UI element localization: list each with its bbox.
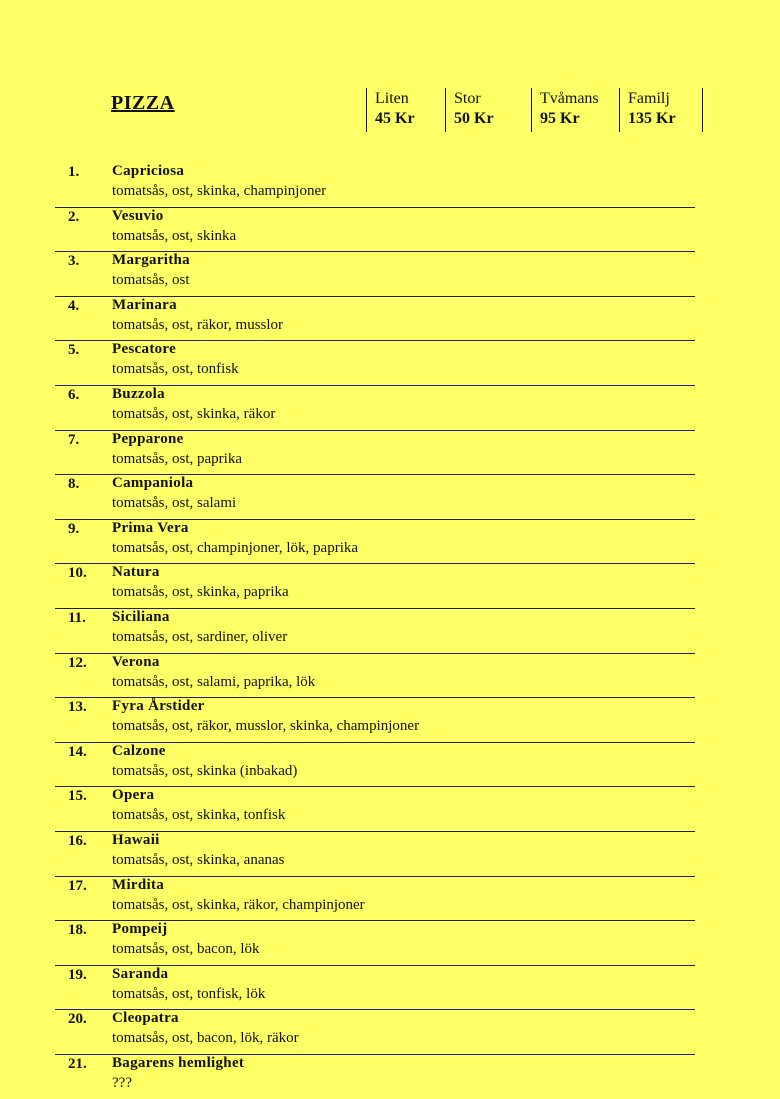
list-item <box>55 1055 695 1099</box>
pizza-name: Natura <box>112 564 160 581</box>
page-title: PIZZA <box>111 92 175 114</box>
item-number: 19. <box>68 966 87 983</box>
price-column-liten <box>366 88 445 132</box>
price-column-tvamans <box>531 88 619 132</box>
item-number: 7. <box>68 431 80 448</box>
pizza-name: Siciliana <box>112 608 170 625</box>
item-number: 20. <box>68 1011 87 1028</box>
size-price: 95 Kr <box>540 110 580 127</box>
pizza-name: Buzzola <box>112 385 165 402</box>
pizza-ingredients: tomatsås, ost, paprika <box>112 450 242 467</box>
size-label: Tvåmans <box>540 90 599 107</box>
size-price: 50 Kr <box>454 110 494 127</box>
item-number: 21. <box>68 1055 87 1072</box>
list-item <box>55 520 695 565</box>
list-item <box>55 386 695 431</box>
pizza-name: Pompeij <box>112 921 168 938</box>
pizza-ingredients: tomatsås, ost, skinka, champinjoner <box>112 183 327 199</box>
pizza-ingredients: tomatsås, ost, bacon, lök, räkor <box>112 1030 299 1047</box>
list-item <box>55 654 695 699</box>
list-item <box>55 1010 695 1055</box>
list-item <box>55 877 695 922</box>
pizza-name: Pepparone <box>112 430 184 447</box>
pizza-name: Marinara <box>112 296 177 313</box>
price-header <box>366 88 703 134</box>
list-item <box>55 609 695 654</box>
pizza-ingredients: tomatsås, ost, sardiner, oliver <box>112 628 288 645</box>
list-item <box>55 787 695 832</box>
pizza-name: Capriciosa <box>112 163 185 179</box>
size-price: 45 Kr <box>375 110 415 127</box>
list-item <box>55 832 695 877</box>
list-item <box>55 966 695 1011</box>
size-price: 135 Kr <box>628 110 676 127</box>
pizza-name: Opera <box>112 787 155 804</box>
pizza-name: Margaritha <box>112 252 190 269</box>
item-number: 3. <box>68 253 80 270</box>
item-number: 16. <box>68 832 87 849</box>
pizza-ingredients: tomatsås, ost, skinka (inbakad) <box>112 762 298 779</box>
pizza-name: Bagarens hemlighet <box>112 1054 245 1071</box>
list-item <box>55 698 695 743</box>
item-number: 10. <box>68 565 87 582</box>
item-number: 1. <box>68 164 80 180</box>
pizza-name: Prima Vera <box>112 519 189 536</box>
size-label: Liten <box>375 90 409 107</box>
item-number: 5. <box>68 342 80 359</box>
list-item <box>55 475 695 520</box>
pizza-ingredients: tomatsås, ost, skinka, paprika <box>112 584 289 601</box>
pizza-list <box>55 163 695 1099</box>
item-number: 4. <box>68 297 80 314</box>
item-number: 11. <box>68 609 86 626</box>
item-number: 15. <box>68 788 87 805</box>
pizza-name: Calzone <box>112 742 166 759</box>
price-column-familj <box>619 88 703 132</box>
pizza-ingredients: tomatsås, ost <box>112 272 190 289</box>
item-number: 13. <box>68 699 87 716</box>
item-number: 6. <box>68 386 80 403</box>
pizza-ingredients: tomatsås, ost, bacon, lök <box>112 941 260 958</box>
pizza-ingredients: ??? <box>112 1074 132 1091</box>
list-item <box>55 208 695 253</box>
list-item <box>55 252 695 297</box>
list-item <box>55 921 695 966</box>
pizza-name: Pescatore <box>112 341 177 358</box>
item-number: 12. <box>68 654 87 671</box>
pizza-name: Hawaii <box>112 831 160 848</box>
item-number: 18. <box>68 922 87 939</box>
item-number: 9. <box>68 520 80 537</box>
pizza-ingredients: tomatsås, ost, räkor, musslor <box>112 316 284 333</box>
pizza-ingredients: tomatsås, ost, tonfisk <box>112 361 239 378</box>
pizza-ingredients: tomatsås, ost, skinka, tonfisk <box>112 807 286 824</box>
item-number: 14. <box>68 743 87 760</box>
pizza-ingredients: tomatsås, ost, skinka <box>112 227 237 244</box>
list-item <box>55 743 695 788</box>
pizza-ingredients: tomatsås, ost, skinka, räkor <box>112 405 276 422</box>
pizza-ingredients: tomatsås, ost, skinka, ananas <box>112 851 285 868</box>
pizza-name: Mirdita <box>112 876 165 893</box>
pizza-name: Vesuvio <box>112 207 164 224</box>
pizza-ingredients: tomatsås, ost, salami, paprika, lök <box>112 673 316 690</box>
list-item <box>55 431 695 476</box>
pizza-ingredients: tomatsås, ost, salami <box>112 495 237 512</box>
pizza-name: Saranda <box>112 965 169 982</box>
item-number: 17. <box>68 877 87 894</box>
pizza-name: Verona <box>112 653 160 670</box>
pizza-name: Fyra Årstider <box>112 698 205 715</box>
pizza-ingredients: tomatsås, ost, tonfisk, lök <box>112 985 266 1002</box>
list-item <box>55 297 695 342</box>
size-label: Stor <box>454 90 481 107</box>
item-number: 8. <box>68 476 80 493</box>
size-label: Familj <box>628 90 670 107</box>
list-item <box>55 163 695 208</box>
price-column-stor <box>445 88 531 132</box>
pizza-ingredients: tomatsås, ost, skinka, räkor, champinjoner <box>112 896 365 913</box>
pizza-name: Cleopatra <box>112 1010 179 1027</box>
pizza-ingredients: tomatsås, ost, champinjoner, lök, paprika <box>112 539 359 556</box>
list-item <box>55 564 695 609</box>
item-number: 2. <box>68 208 80 225</box>
pizza-ingredients: tomatsås, ost, räkor, musslor, skinka, champinjoner <box>112 718 420 735</box>
pizza-name: Campaniola <box>112 475 194 492</box>
list-item <box>55 341 695 386</box>
